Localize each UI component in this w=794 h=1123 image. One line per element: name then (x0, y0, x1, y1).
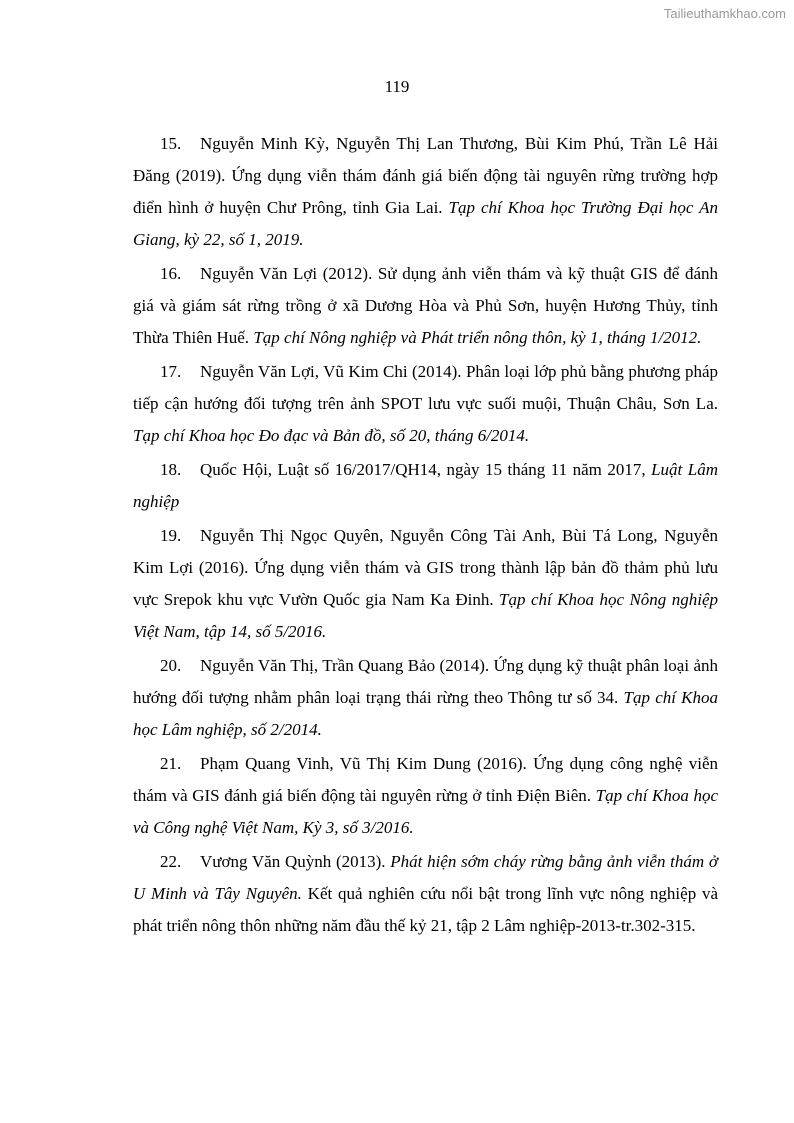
reference-number: 17. (160, 362, 182, 381)
page-number: 119 (384, 77, 410, 96)
reference-source: Tạp chí Khoa học và Công nghệ Việt Nam, Kỳ 3, số 3/2016. (133, 786, 719, 837)
reference-source: Tạp chí Khoa học Đo đạc và Bản đồ, số 20, tháng 6/2014. (133, 426, 530, 445)
reference-list (133, 128, 718, 944)
reference-tail: Kết quả nghiên cứu nổi bật trong lĩnh vực nông nghiệp và phát triển nông thôn những năm đầu thế kỷ 21, tập 2 Lâm nghiệp-2013-tr.302-315. (133, 884, 719, 935)
reference-item (133, 520, 718, 648)
reference-text: Nguyễn Văn Lợi, Vũ Kim Chi (2014). Phân loại lớp phủ bằng phương pháp tiếp cận hướng đối tượng trên ảnh SPOT lưu vực suối muội, Thuận Châu, Sơn La. (133, 362, 718, 413)
reference-number: 19. (160, 526, 182, 545)
reference-item (133, 258, 718, 354)
reference-text: Nguyễn Minh Kỳ, Nguyễn Thị Lan Thương, Bùi Kim Phú, Trần Lê Hải Đăng (2019). Ứng dụng viễn thám đánh giá biến động tài nguyên rừng trường hợp điển hình ở huyện Chư Prông, tỉnh Gia Lai. (133, 134, 718, 217)
reference-number: 22. (160, 852, 182, 871)
reference-number: 20. (160, 656, 182, 675)
reference-source: Phát hiện sớm cháy rừng bằng ảnh viễn thám ở U Minh và Tây Nguyên. (133, 852, 718, 903)
reference-text: Nguyễn Thị Ngọc Quyên, Nguyễn Công Tài Anh, Bùi Tá Long, Nguyễn Kim Lợi (2016). Ứng dụng viễn thám và GIS trong thành lập bản đồ thảm phủ lưu vực Srepok khu vực Vườn Quốc gia Nam Ka Đinh. (133, 526, 718, 609)
reference-text: Nguyễn Văn Lợi (2012). Sử dụng ảnh viễn thám và kỹ thuật GIS để đánh giá và giám sát rừng trồng ở xã Dương Hòa và Phủ Sơn, huyện Hương Thủy, tỉnh Thừa Thiên Huế. (133, 264, 718, 347)
reference-source: Tạp chí Khoa học Nông nghiệp Việt Nam, tập 14, số 5/2016. (133, 590, 719, 641)
reference-item (133, 846, 718, 942)
reference-source: Tạp chí Nông nghiệp và Phát triển nông thôn, kỳ 1, tháng 1/2012. (253, 328, 702, 347)
reference-item (133, 454, 718, 518)
reference-text: Nguyễn Văn Thị, Trần Quang Bảo (2014). Ứng dụng kỹ thuật phân loại ảnh hướng đối tượng nhằm phân loại trạng thái rừng theo Thông tư số 34. (133, 656, 718, 707)
watermark: Tailieuthamkhao.com (663, 6, 786, 21)
reference-item (133, 650, 718, 746)
reference-source: Tạp chí Khoa học Trường Đại học An Giang, kỳ 22, số 1, 2019. (133, 198, 718, 249)
reference-source: Luật Lâm nghiệp (133, 460, 718, 511)
reference-text: Vương Văn Quỳnh (2013). (200, 852, 391, 871)
reference-number: 21. (160, 754, 182, 773)
reference-number: 15. (160, 134, 182, 153)
reference-source: Tạp chí Khoa học Lâm nghiệp, số 2/2014. (133, 688, 719, 739)
reference-item (133, 356, 718, 452)
reference-text: Phạm Quang Vinh, Vũ Thị Kim Dung (2016). Ứng dụng công nghệ viễn thám và GIS đánh giá biến động tài nguyên rừng ở tỉnh Điện Biên. (133, 754, 718, 805)
reference-number: 16. (160, 264, 182, 283)
reference-number: 18. (160, 460, 182, 479)
reference-text: Quốc Hội, Luật số 16/2017/QH14, ngày 15 tháng 11 năm 2017, (200, 460, 652, 479)
reference-item (133, 748, 718, 844)
reference-item (133, 128, 718, 256)
